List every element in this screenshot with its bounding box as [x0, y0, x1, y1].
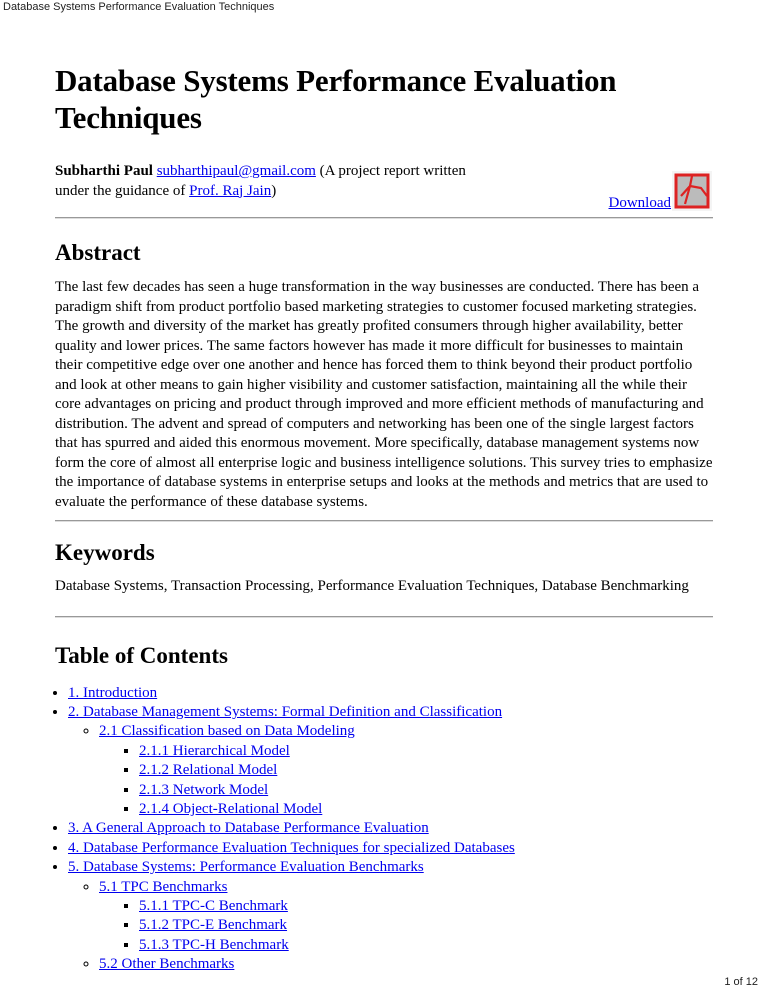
toc-link[interactable]: 2. Database Management Systems: Formal Definition and Classification	[68, 703, 503, 720]
divider	[55, 616, 713, 618]
toc-item	[99, 955, 713, 974]
toc-link[interactable]: 5. Database Systems: Performance Evaluation Benchmarks	[68, 859, 424, 876]
toc-item	[68, 819, 713, 838]
toc-link[interactable]: 5.1.2 TPC-E Benchmark	[139, 917, 288, 934]
toc-link[interactable]: 5.1.3 TPC-H Benchmark	[139, 936, 289, 953]
table-of-contents	[55, 684, 713, 975]
divider	[55, 217, 713, 219]
keywords-heading: Keywords	[55, 540, 155, 565]
author-name: Subharthi Paul	[55, 163, 153, 179]
toc-link[interactable]: 3. A General Approach to Database Performance Evaluation	[68, 820, 429, 837]
toc-item	[139, 897, 713, 916]
page-indicator: 1 of 12	[724, 976, 758, 988]
author-block	[55, 162, 713, 214]
toc-link[interactable]: 2.1.3 Network Model	[139, 781, 269, 798]
advisor-link[interactable]: Prof. Raj Jain	[189, 182, 272, 199]
toc-item	[99, 878, 713, 956]
toc-link[interactable]: 5.1 TPC Benchmarks	[99, 878, 228, 895]
toc-link[interactable]: 2.1 Classification based on Data Modeling	[99, 723, 355, 740]
pdf-icon	[671, 170, 713, 212]
toc-item	[139, 936, 713, 955]
toc-link[interactable]: 2.1.4 Object-Relational Model	[139, 800, 323, 817]
toc-item	[139, 916, 713, 935]
author-email-link[interactable]: subharthipaul@gmail.com	[156, 163, 316, 179]
toc-item	[139, 761, 713, 780]
toc-item	[99, 722, 713, 819]
keywords-text: Database Systems, Transaction Processing, Performance Evaluation Techniques, Database Benchmarking	[55, 578, 689, 594]
toc-item	[68, 703, 713, 819]
toc-link[interactable]: 4. Database Performance Evaluation Techniques for specialized Databases	[68, 839, 515, 856]
toc-item	[68, 839, 713, 858]
toc-link[interactable]: 5.2 Other Benchmarks	[99, 956, 235, 973]
toc-link[interactable]: 2.1.1 Hierarchical Model	[139, 742, 290, 759]
toc-item	[139, 781, 713, 800]
toc-link[interactable]: 2.1.2 Relational Model	[139, 762, 278, 779]
abstract-heading: Abstract	[55, 240, 141, 265]
toc-item	[68, 858, 713, 974]
toc-item	[68, 684, 713, 703]
toc-item	[139, 800, 713, 819]
divider	[55, 520, 713, 522]
toc-item	[139, 742, 713, 761]
toc-link[interactable]: 5.1.1 TPC-C Benchmark	[139, 897, 288, 914]
page-title: Database Systems Performance Evaluation Techniques	[55, 63, 617, 135]
download-label: Download	[608, 195, 671, 211]
author-line	[55, 162, 475, 201]
print-header-title: Database Systems Performance Evaluation Techniques	[3, 1, 275, 13]
author-note-end: )	[271, 182, 277, 199]
abstract-text: The last few decades has seen a huge transformation in the way businesses are conducted. There has been a paradigm shift from product portfolio based marketing strategies to customer focused marketing strategies. The growth and diversity of the market has greatly profited consumers through higher availability, better quality and lower prices. The same factors however has made it more difficult for businesses to maintain their competitive edge over one another and hence has forced them to think beyond their product portfolio and look at other means to gain higher visibility and customer satisfaction, maintaining all the while their core advantages on pricing and product through improved and more efficient methods of manufacturing and distribution. The advent and spread of computers and networking has been one of the single largest factors that has spurred and aided this enormous movement. More specifically, database management systems now form the core of almost all enterprise logic and business intelligence solutions. This survey tries to emphasize the importance of database systems in enterprise setups and looks at the methods and metrics that are used to evaluate the performance of these database systems.	[55, 279, 713, 510]
download-link[interactable]	[609, 170, 714, 212]
document-body	[55, 62, 713, 975]
toc-link[interactable]: 1. Introduction	[68, 684, 158, 701]
author-note: (A project report written under the guidance of	[55, 163, 466, 199]
toc-heading: Table of Contents	[55, 642, 228, 668]
